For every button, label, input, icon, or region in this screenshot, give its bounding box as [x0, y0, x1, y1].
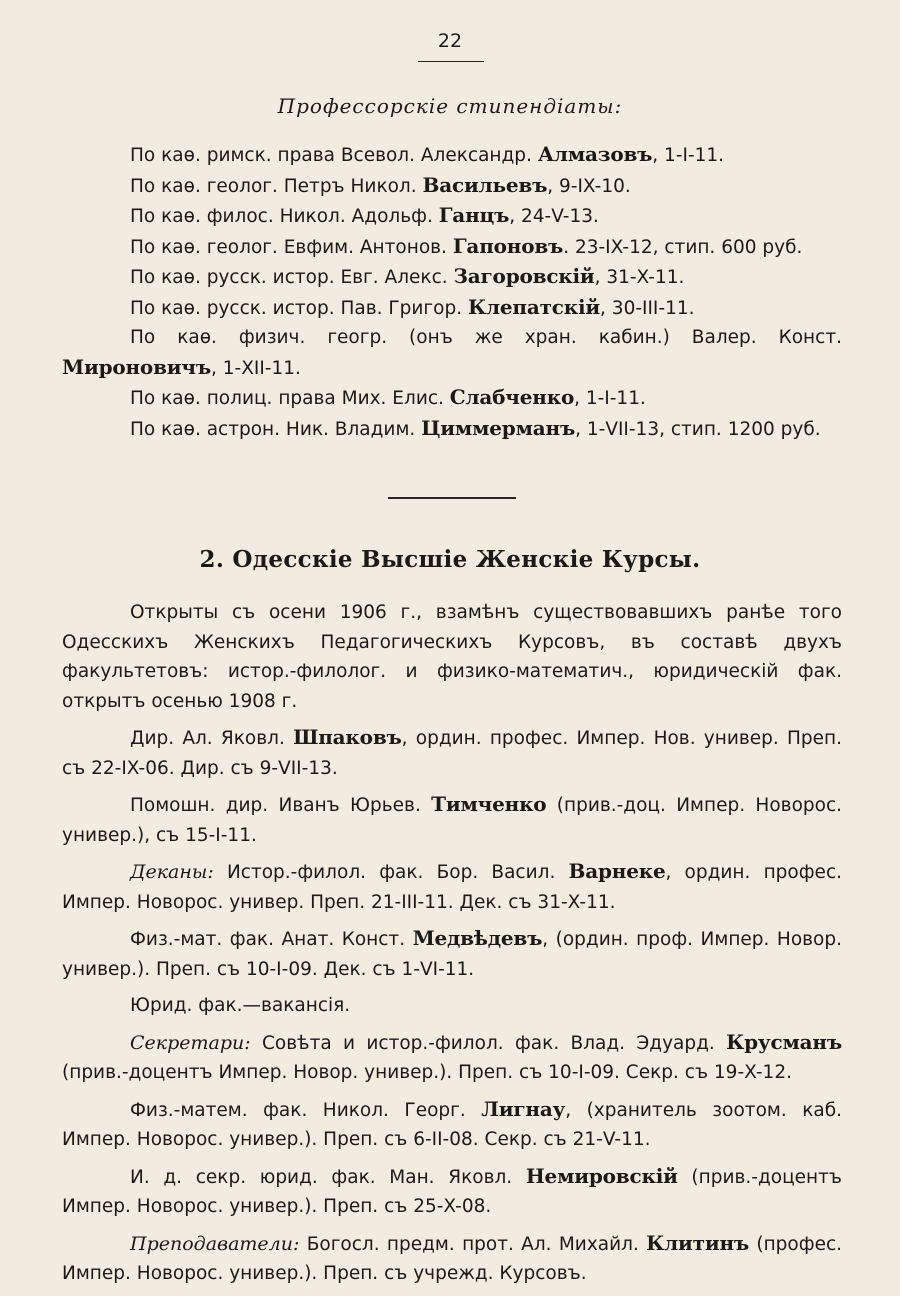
scholar-entry: По каѳ. геолог. Евфим. Антонов. Гапоновъ. 23-IX-12, стип. 600 руб.: [130, 233, 803, 258]
scholars-list: [62, 140, 842, 444]
person-name: Тимченко: [431, 792, 547, 816]
scholar-entry: По каѳ. филос. Никол. Адольф. Ганцъ, 24-V-13.: [130, 203, 599, 227]
scholar-name: Гапоновъ: [452, 233, 564, 258]
page-number: 22: [437, 30, 463, 52]
scholar-name: Васильевъ: [422, 172, 548, 197]
person-name: Лигнау: [481, 1096, 566, 1121]
dean-hist-paragraph: Деканы: Истор.-филол. фак. Бор. Васил. Варнеке, ордин. профес. Импер. Новорос. универ. Преп. 21-III-11. Дек. съ 31-X-11.: [62, 859, 842, 913]
person-name: Немировскій: [525, 1163, 678, 1188]
scholar-name: Ганцъ: [438, 203, 510, 227]
scholar-name: Клепатскій: [467, 294, 601, 319]
scholar-name: Загоровскій: [453, 264, 595, 288]
intro-paragraph: Открыты съ осени 1906 г., взамѣнъ существовавшихъ ранѣе того Одесскихъ Женскихъ Педагогическихъ Курсовъ, въ составѣ двухъ факультетовъ: истор.-филолог. и физико-математич., юридическій фак. открытъ осенью 1908 г.: [62, 602, 842, 712]
assistant-paragraph: Помошн. дир. Иванъ Юрьев. Тимченко (прив.-доц. Импер. Новорос. универ.), съ 15-I-11.: [62, 792, 842, 846]
page-number-rule: [418, 61, 484, 62]
teachers-paragraph: Преподаватели: Богосл. предм. прот. Ал. Михайл. Клитинъ (профес. Импер. Новорос. универ.). Преп. съ учрежд. Курсовъ.: [62, 1230, 842, 1284]
scholar-name: Мироновичъ: [62, 354, 211, 379]
courses-body: [62, 598, 842, 1296]
scholar-entry: По каѳ. физич. геогр. (онъ же хран. кабин.) Валер. Конст. Мироновичъ, 1-XII-11.: [62, 327, 842, 379]
dean-phys-paragraph: Физ.-мат. фак. Анат. Конст. Медвѣдевъ, (ордин. проф. Импер. Новор. универ.). Преп. съ 10-I-09. Дек. съ 1-VI-11.: [62, 926, 842, 980]
person-name: Клитинъ: [646, 1230, 750, 1255]
teachers-label: Преподаватели:: [130, 1232, 300, 1255]
deans-label: Деканы:: [130, 861, 214, 883]
dean-law-paragraph: Юрид. фак.—вакансія.: [130, 995, 351, 1016]
section-heading: 2. Одесскіе Высшіе Женскіе Курсы.: [199, 546, 701, 573]
secretaries-label: Секретари:: [130, 1031, 251, 1054]
scholar-name: Слабченко: [449, 385, 575, 409]
scholar-name: Циммерманъ: [421, 415, 576, 440]
person-name: Крусманъ: [726, 1029, 842, 1054]
person-name: Шпаковъ: [293, 725, 402, 749]
secretary-law-paragraph: И. д. секр. юрид. фак. Ман. Яковл. Немировскій (прив.-доцентъ Импер. Новорос. универ.). Преп. съ 25-X-08.: [62, 1163, 842, 1217]
section-title: Профессорскіе стипендіаты:: [277, 94, 623, 118]
scholar-name: Алмазовъ: [537, 142, 653, 166]
section-divider: [388, 497, 516, 499]
scholar-entry: По каѳ. русск. истор. Пав. Григор. Клепатскій, 30-III-11.: [130, 294, 695, 319]
person-name: Варнеке: [568, 859, 666, 883]
person-name: Медвѣдевъ: [412, 926, 543, 950]
secretary-hist-paragraph: Секретари: Совѣта и истор.-филол. фак. Влад. Эдуард. Крусманъ (прив.-доцентъ Импер. Новор. универ.). Преп. съ 10-I-09. Секр. съ 19-X-12.: [62, 1029, 842, 1083]
scholar-entry: По каѳ. астрон. Ник. Владим. Циммерманъ, 1-VII-13, стип. 1200 руб.: [130, 415, 821, 440]
director-paragraph: Дир. Ал. Яковл. Шпаковъ, ордин. профес. Импер. Нов. универ. Преп. съ 22-IX-06. Дир. съ 9-VII-13.: [62, 725, 843, 779]
scholar-entry: По каѳ. римск. права Всевол. Александр. Алмазовъ, 1-I-11.: [130, 142, 725, 166]
secretary-phys-paragraph: Физ.-матем. фак. Никол. Георг. Лигнау, (хранитель зоотом. каб. Импер. Новорос. универ.). Преп. съ 6-II-08. Секр. съ 21-V-11.: [62, 1096, 842, 1150]
scholar-entry: По каѳ. полиц. права Мих. Елис. Слабченко, 1-I-11.: [130, 385, 646, 409]
scholar-entry: По каѳ. геолог. Петръ Никол. Васильевъ, 9-IX-10.: [130, 172, 631, 197]
scholar-entry: По каѳ. русск. истор. Евг. Алекс. Загоровскій, 31-X-11.: [130, 264, 685, 288]
